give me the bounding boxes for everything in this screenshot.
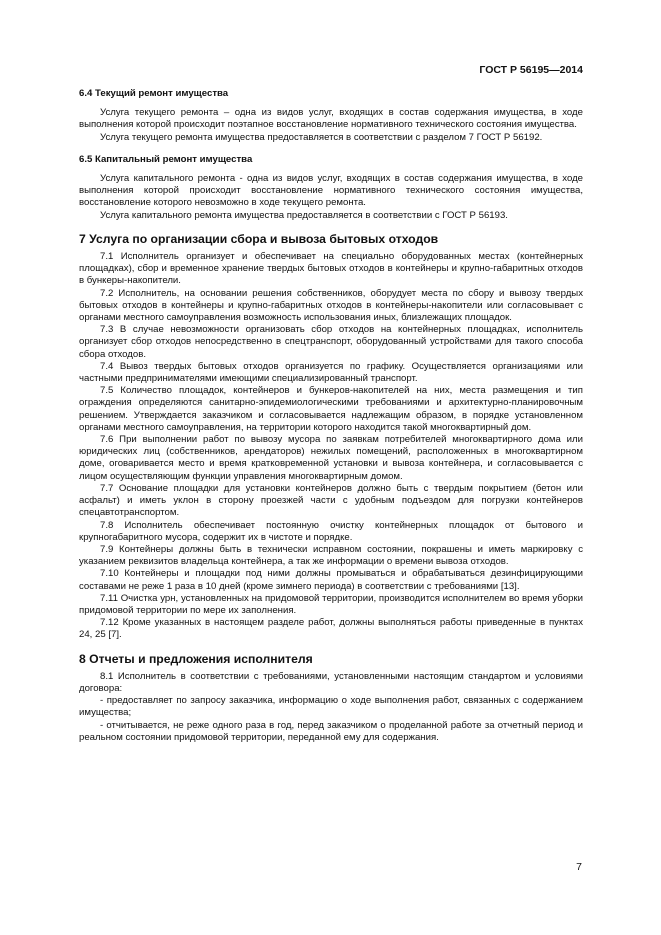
clause-7-10: 7.10 Контейнеры и площадки под ними должны промываться и обрабатываться дезинфицирующими составами не реже 1 раза в 10 дней (кроме зимнего периода) в соответствии с требованиями [13]. bbox=[79, 568, 583, 592]
section-6-5-heading: 6.5 Капитальный ремонт имущества bbox=[79, 153, 253, 165]
clause-7-7: 7.7 Основание площадки для установки контейнеров должно быть с твердым покрытием (бетон или асфальт) и иметь уклон в сторону проезжей части с удобным подъездом для погрузки контейнеров спецавтотранспортом. bbox=[79, 482, 583, 519]
clause-7-4: 7.4 Вывоз твердых бытовых отходов организуется по графику. Осуществляется организациями или частными предпринимателями имеющими специализированный транспорт. bbox=[79, 360, 583, 385]
clause-7-8: 7.8 Исполнитель обеспечивает постоянную очистку контейнерных площадок от бытового и крупногабаритного мусора, содержит их в чистоте и порядке. bbox=[79, 519, 583, 543]
clause-7-12: 7.12 Кроме указанных в настоящем разделе работ, должны выполняться работы приведенные в пунктах 24, 25 [7]. bbox=[79, 617, 583, 641]
page-number: 7 bbox=[576, 861, 582, 873]
paragraph: Услуга текущего ремонта имущества предоставляется в соответствии с разделом 7 ГОСТ Р 56192. bbox=[100, 131, 543, 143]
paragraph: Услуга капитального ремонта имущества предоставляется в соответствии с ГОСТ Р 56193. bbox=[100, 209, 508, 221]
clause-7-3: 7.3 В случае невозможности организовать сбор отходов на контейнерных площадках, исполнитель организует сбор отходов непосредственно в спецтранспорт, оборудованный устройствами для такого способа сбора отходов. bbox=[79, 324, 583, 360]
clause-7-5: 7.5 Количество площадок, контейнеров и бункеров-накопителей на них, места размещения и тип ограждения определяются санитарно-эпидемиологическими требованиями и архитектурно-планировочным решением. Утверждается заказчиком и согласовывается надлежащим образом, в порядке установленном органами местного самоуправления, на территории которого находится такой многоквартирный дом. bbox=[79, 385, 583, 433]
clause-7-11: 7.11 Очистка урн, установленных на придомовой территории, производится исполнителем во время уборки придомовой территории по мере их заполнения. bbox=[79, 592, 583, 616]
clause-7-1: 7.1 Исполнитель организует и обеспечивает на специально оборудованных местах (контейнерных площадках), сбор и временное хранение твердых бытовых отходов в контейнеры и крупно-габаритных отходов в бункеры-накопители. bbox=[79, 251, 583, 287]
document-body bbox=[79, 88, 583, 744]
clause-7-6: 7.6 При выполнении работ по вывозу мусора по заявкам потребителей многоквартирного дома или юридических лиц (собственников, арендаторов) нежилых помещений, расположенных в многоквартирном доме, оговаривается место и время кратковременной установки и вывоза контейнера, и согласовывается с лицом осуществляющим функции управления многоквартирным домом. bbox=[79, 434, 583, 482]
section-7-heading: 7 Услуга по организации сбора и вывоза бытовых отходов bbox=[79, 231, 439, 246]
standard-code-header: ГОСТ Р 56195—2014 bbox=[479, 64, 583, 76]
clause-7-2: 7.2 Исполнитель, на основании решения собственников, оборудует места по сбору и вывозу твердых бытовых отходов в контейнеры и крупно-габаритных отходов в контейнеры-накопители или согласовывает с органами местного самоуправления возможность использования иных, близлежащих площадок. bbox=[79, 287, 583, 324]
clause-7-9: 7.9 Контейнеры должны быть в технически исправном состоянии, покрашены и иметь маркировку с указанием реквизитов владельца контейнера, а так же информации о времени вывоза отходов. bbox=[79, 543, 583, 568]
clause-8-1: 8.1 Исполнитель в соответствии с требованиями, установленными настоящим стандартом и условиями договора: bbox=[79, 670, 583, 694]
list-item: - отчитывается, не реже одного раза в год, перед заказчиком о проделанной работе за отчетный период и реальном состоянии придомовой территории, переданной ему для содержания. bbox=[79, 719, 583, 743]
list-item: - предоставляет по запросу заказчика, информацию о ходе выполнения работ, связанных с содержанием имущества; bbox=[79, 695, 583, 719]
paragraph: Услуга текущего ремонта – одна из видов услуг, входящих в состав содержания имущества, в ходе выполнения которой происходит поэтапное восстановление нормативного технического состояния имущества. bbox=[79, 107, 583, 131]
paragraph: Услуга капитального ремонта - одна из видов услуг, входящих в состав содержания имущества, в ходе выполнения которой происходит восстановление нормативного технического состояния имущества, восстановление которого невозможно в ходе текущего ремонта. bbox=[79, 173, 583, 209]
section-8-heading: 8 Отчеты и предложения исполнителя bbox=[79, 651, 313, 666]
section-6-4-heading: 6.4 Текущий ремонт имущества bbox=[79, 88, 229, 99]
